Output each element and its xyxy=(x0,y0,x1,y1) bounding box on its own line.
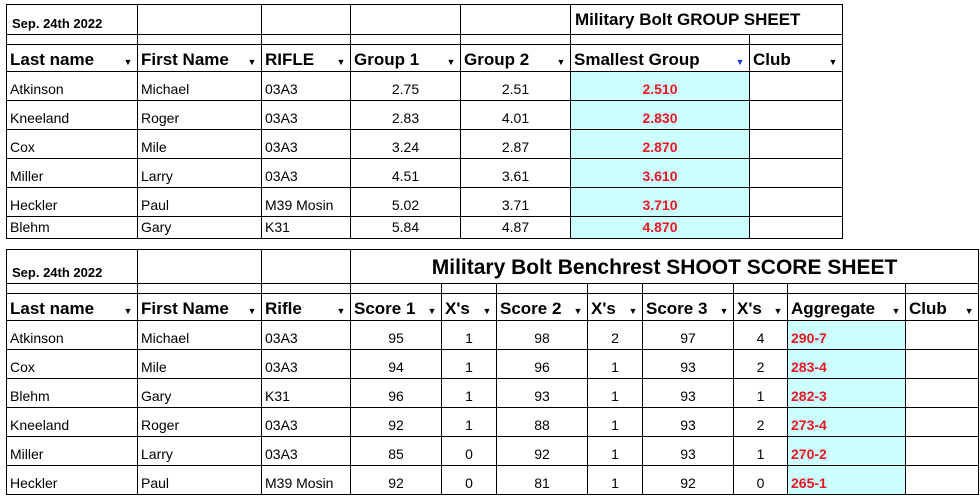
spacer-cell xyxy=(497,284,588,294)
spacer-cell xyxy=(571,35,750,45)
header-score-1[interactable] xyxy=(351,294,442,321)
group-2-cell[interactable]: 3.71 xyxy=(461,188,571,217)
header-label: X's xyxy=(445,299,470,318)
group-sheet-body xyxy=(7,72,843,239)
xs-2-cell[interactable]: 1 xyxy=(588,466,643,495)
spacer-cell xyxy=(7,284,138,294)
table-row xyxy=(7,379,979,408)
header-last-name[interactable] xyxy=(7,45,138,72)
spacer-cell xyxy=(138,35,262,45)
header-label: Smallest Group xyxy=(574,50,700,69)
header-smallest-group[interactable] xyxy=(571,45,750,72)
table-row xyxy=(7,321,979,350)
last-name-cell[interactable]: Cox xyxy=(7,130,138,159)
club-cell[interactable] xyxy=(906,379,979,408)
score-1-cell[interactable]: 94 xyxy=(351,350,442,379)
club-cell[interactable] xyxy=(750,130,843,159)
spacer-cell xyxy=(461,35,571,45)
header-label: Group 2 xyxy=(464,50,530,69)
header-label: Score 3 xyxy=(646,299,708,318)
club-cell[interactable] xyxy=(906,466,979,495)
empty-cell[interactable] xyxy=(138,250,262,284)
first-name-cell[interactable]: Roger xyxy=(138,101,262,130)
header-score-2[interactable] xyxy=(497,294,588,321)
xs-3-cell[interactable]: 2 xyxy=(734,350,788,379)
rifle-cell[interactable]: 03A3 xyxy=(262,101,351,130)
group-sheet-date[interactable]: Sep. 24th 2022 xyxy=(7,5,138,35)
group-sheet-header-row xyxy=(7,45,843,72)
last-name-cell[interactable]: Miller xyxy=(7,159,138,188)
first-name-cell[interactable]: Mile xyxy=(138,350,262,379)
filter-dropdown-icon[interactable]: ▼ xyxy=(628,306,638,316)
group-1-cell[interactable]: 2.75 xyxy=(351,72,461,101)
empty-cell[interactable] xyxy=(351,5,461,35)
group-sheet-spacer-row xyxy=(7,35,843,45)
header-score-3[interactable] xyxy=(643,294,734,321)
score-2-cell[interactable]: 96 xyxy=(497,350,588,379)
first-name-cell[interactable]: Michael xyxy=(138,72,262,101)
xs-1-cell[interactable]: 1 xyxy=(442,350,497,379)
score-sheet-body xyxy=(7,321,979,495)
rifle-cell[interactable]: 03A3 xyxy=(262,159,351,188)
empty-cell[interactable] xyxy=(262,5,351,35)
smallest-group-cell[interactable]: 2.870 xyxy=(571,130,750,159)
sort-descending-icon[interactable]: ▼ xyxy=(735,57,745,67)
xs-3-cell[interactable]: 1 xyxy=(734,379,788,408)
filter-dropdown-icon[interactable]: ▼ xyxy=(336,306,346,316)
xs-2-cell[interactable]: 1 xyxy=(588,350,643,379)
header-label: Last name xyxy=(10,50,95,69)
last-name-cell[interactable]: Kneeland xyxy=(7,101,138,130)
score-3-cell[interactable]: 92 xyxy=(643,466,734,495)
header-last-name[interactable] xyxy=(7,294,138,321)
table-row xyxy=(7,437,979,466)
xs-2-cell[interactable]: 1 xyxy=(588,437,643,466)
spacer-cell xyxy=(7,35,138,45)
aggregate-cell[interactable]: 282-3 xyxy=(788,379,906,408)
score-1-cell[interactable]: 92 xyxy=(351,408,442,437)
header-label: RIFLE xyxy=(265,50,315,69)
first-name-cell[interactable]: Larry xyxy=(138,437,262,466)
score-2-cell[interactable]: 98 xyxy=(497,321,588,350)
first-name-cell[interactable]: Paul xyxy=(138,188,262,217)
group-2-cell[interactable]: 4.87 xyxy=(461,217,571,239)
spacer-cell xyxy=(750,35,843,45)
empty-cell[interactable] xyxy=(461,5,571,35)
spacer-cell xyxy=(262,284,351,294)
table-row xyxy=(7,350,979,379)
header-label: Club xyxy=(753,50,791,69)
smallest-group-cell[interactable]: 2.510 xyxy=(571,72,750,101)
club-cell[interactable] xyxy=(750,72,843,101)
spacer-cell xyxy=(734,284,788,294)
smallest-group-cell[interactable]: 3.610 xyxy=(571,159,750,188)
table-row xyxy=(7,408,979,437)
header-rifle[interactable] xyxy=(262,294,351,321)
filter-dropdown-icon[interactable]: ▼ xyxy=(446,57,456,67)
last-name-cell[interactable]: Cox xyxy=(7,350,138,379)
header-label: Last name xyxy=(10,299,95,318)
header-label: Club xyxy=(909,299,947,318)
score-sheet-title[interactable]: Military Bolt Benchrest SHOOT SCORE SHEET xyxy=(351,250,979,284)
header-xs-3[interactable] xyxy=(734,294,788,321)
header-first-name[interactable] xyxy=(138,45,262,72)
xs-1-cell[interactable]: 0 xyxy=(442,437,497,466)
xs-3-cell[interactable]: 2 xyxy=(734,408,788,437)
spacer-cell xyxy=(138,284,262,294)
table-row xyxy=(7,466,979,495)
spacer-cell xyxy=(351,35,461,45)
filter-dropdown-icon[interactable]: ▼ xyxy=(427,306,437,316)
header-label: Aggregate xyxy=(791,299,876,318)
score-3-cell[interactable]: 97 xyxy=(643,321,734,350)
last-name-cell[interactable]: Atkinson xyxy=(7,72,138,101)
filter-dropdown-icon[interactable]: ▼ xyxy=(891,306,901,316)
group-sheet-title-row xyxy=(7,5,843,35)
filter-dropdown-icon[interactable]: ▼ xyxy=(964,306,974,316)
header-xs-2[interactable] xyxy=(588,294,643,321)
score-1-cell[interactable]: 95 xyxy=(351,321,442,350)
xs-1-cell[interactable]: 1 xyxy=(442,321,497,350)
header-label: X's xyxy=(737,299,762,318)
score-1-cell[interactable]: 92 xyxy=(351,466,442,495)
club-cell[interactable] xyxy=(906,350,979,379)
rifle-cell[interactable]: K31 xyxy=(262,217,351,239)
rifle-cell[interactable]: 03A3 xyxy=(262,321,351,350)
header-club[interactable] xyxy=(906,294,979,321)
spacer-cell xyxy=(351,284,442,294)
header-club[interactable] xyxy=(750,45,843,72)
score-3-cell[interactable]: 93 xyxy=(643,350,734,379)
spacer-cell xyxy=(262,35,351,45)
club-cell[interactable] xyxy=(750,188,843,217)
group-2-cell[interactable]: 4.01 xyxy=(461,101,571,130)
rifle-cell[interactable]: 03A3 xyxy=(262,437,351,466)
group-sheet-table xyxy=(6,4,843,239)
club-cell[interactable] xyxy=(906,321,979,350)
score-3-cell[interactable]: 93 xyxy=(643,379,734,408)
header-label: X's xyxy=(591,299,616,318)
table-row xyxy=(7,159,843,188)
table-row xyxy=(7,188,843,217)
last-name-cell[interactable]: Heckler xyxy=(7,466,138,495)
group-1-cell[interactable]: 5.02 xyxy=(351,188,461,217)
spacer-cell xyxy=(906,284,979,294)
table-row xyxy=(7,217,843,239)
filter-dropdown-icon[interactable]: ▼ xyxy=(247,306,257,316)
first-name-cell[interactable]: Michael xyxy=(138,321,262,350)
score-sheet-title-row xyxy=(7,250,979,284)
score-1-cell[interactable]: 85 xyxy=(351,437,442,466)
smallest-group-cell[interactable]: 3.710 xyxy=(571,188,750,217)
header-label: Score 2 xyxy=(500,299,562,318)
header-label: First Name xyxy=(141,299,229,318)
last-name-cell[interactable]: Atkinson xyxy=(7,321,138,350)
group-1-cell[interactable]: 4.51 xyxy=(351,159,461,188)
score-1-cell[interactable]: 96 xyxy=(351,379,442,408)
smallest-group-cell[interactable]: 4.870 xyxy=(571,217,750,239)
filter-dropdown-icon[interactable]: ▼ xyxy=(123,306,133,316)
score-3-cell[interactable]: 93 xyxy=(643,408,734,437)
smallest-group-cell[interactable]: 2.830 xyxy=(571,101,750,130)
last-name-cell[interactable]: Miller xyxy=(7,437,138,466)
header-rifle[interactable] xyxy=(262,45,351,72)
score-2-cell[interactable]: 81 xyxy=(497,466,588,495)
xs-3-cell[interactable]: 1 xyxy=(734,437,788,466)
filter-dropdown-icon[interactable]: ▼ xyxy=(556,57,566,67)
aggregate-cell[interactable]: 265-1 xyxy=(788,466,906,495)
header-xs-1[interactable] xyxy=(442,294,497,321)
header-label: Score 1 xyxy=(354,299,416,318)
group-1-cell[interactable]: 2.83 xyxy=(351,101,461,130)
score-sheet-date[interactable]: Sep. 24th 2022 xyxy=(7,250,138,284)
aggregate-cell[interactable]: 283-4 xyxy=(788,350,906,379)
rifle-cell[interactable]: 03A3 xyxy=(262,130,351,159)
filter-dropdown-icon[interactable]: ▼ xyxy=(482,306,492,316)
first-name-cell[interactable]: Gary xyxy=(138,379,262,408)
header-group-2[interactable] xyxy=(461,45,571,72)
score-2-cell[interactable]: 88 xyxy=(497,408,588,437)
filter-dropdown-icon[interactable]: ▼ xyxy=(123,57,133,67)
group-2-cell[interactable]: 2.87 xyxy=(461,130,571,159)
xs-3-cell[interactable]: 0 xyxy=(734,466,788,495)
aggregate-cell[interactable]: 270-2 xyxy=(788,437,906,466)
filter-dropdown-icon[interactable]: ▼ xyxy=(773,306,783,316)
spacer-cell xyxy=(788,284,906,294)
rifle-cell[interactable]: 03A3 xyxy=(262,350,351,379)
rifle-cell[interactable]: M39 Mosin xyxy=(262,466,351,495)
table-row xyxy=(7,130,843,159)
group-1-cell[interactable]: 3.24 xyxy=(351,130,461,159)
group-2-cell[interactable]: 3.61 xyxy=(461,159,571,188)
table-row xyxy=(7,72,843,101)
rifle-cell[interactable]: 03A3 xyxy=(262,408,351,437)
xs-2-cell[interactable]: 2 xyxy=(588,321,643,350)
club-cell[interactable] xyxy=(750,217,843,239)
group-2-cell[interactable]: 2.51 xyxy=(461,72,571,101)
filter-dropdown-icon[interactable]: ▼ xyxy=(336,57,346,67)
xs-1-cell[interactable]: 1 xyxy=(442,379,497,408)
header-group-1[interactable] xyxy=(351,45,461,72)
club-cell[interactable] xyxy=(750,101,843,130)
header-label: First Name xyxy=(141,50,229,69)
spacer-cell xyxy=(643,284,734,294)
last-name-cell[interactable]: Blehm xyxy=(7,217,138,239)
filter-dropdown-icon[interactable]: ▼ xyxy=(247,57,257,67)
table-row xyxy=(7,101,843,130)
filter-dropdown-icon[interactable]: ▼ xyxy=(719,306,729,316)
score-sheet-spacer-row xyxy=(7,284,979,294)
rifle-cell[interactable]: 03A3 xyxy=(262,72,351,101)
group-sheet-title[interactable]: Military Bolt GROUP SHEET xyxy=(571,5,843,35)
club-cell[interactable] xyxy=(750,159,843,188)
score-sheet-table xyxy=(6,249,979,495)
header-aggregate[interactable] xyxy=(788,294,906,321)
xs-1-cell[interactable]: 1 xyxy=(442,408,497,437)
xs-3-cell[interactable]: 4 xyxy=(734,321,788,350)
score-sheet-header-row xyxy=(7,294,979,321)
header-label: Group 1 xyxy=(354,50,420,69)
aggregate-cell[interactable]: 290-7 xyxy=(788,321,906,350)
xs-2-cell[interactable]: 1 xyxy=(588,379,643,408)
header-first-name[interactable] xyxy=(138,294,262,321)
first-name-cell[interactable]: Paul xyxy=(138,466,262,495)
empty-cell[interactable] xyxy=(262,250,351,284)
xs-2-cell[interactable]: 1 xyxy=(588,408,643,437)
filter-dropdown-icon[interactable]: ▼ xyxy=(828,57,838,67)
spacer-cell xyxy=(588,284,643,294)
score-2-cell[interactable]: 93 xyxy=(497,379,588,408)
club-cell[interactable] xyxy=(906,408,979,437)
rifle-cell[interactable]: M39 Mosin xyxy=(262,188,351,217)
first-name-cell[interactable]: Gary xyxy=(138,217,262,239)
club-cell[interactable] xyxy=(906,437,979,466)
score-3-cell[interactable]: 93 xyxy=(643,437,734,466)
last-name-cell[interactable]: Blehm xyxy=(7,379,138,408)
spacer-cell xyxy=(442,284,497,294)
first-name-cell[interactable]: Larry xyxy=(138,159,262,188)
last-name-cell[interactable]: Heckler xyxy=(7,188,138,217)
xs-1-cell[interactable]: 0 xyxy=(442,466,497,495)
aggregate-cell[interactable]: 273-4 xyxy=(788,408,906,437)
filter-dropdown-icon[interactable]: ▼ xyxy=(573,306,583,316)
first-name-cell[interactable]: Mile xyxy=(138,130,262,159)
first-name-cell[interactable]: Roger xyxy=(138,408,262,437)
group-1-cell[interactable]: 5.84 xyxy=(351,217,461,239)
last-name-cell[interactable]: Kneeland xyxy=(7,408,138,437)
header-label: Rifle xyxy=(265,299,302,318)
score-2-cell[interactable]: 92 xyxy=(497,437,588,466)
empty-cell[interactable] xyxy=(138,5,262,35)
rifle-cell[interactable]: K31 xyxy=(262,379,351,408)
